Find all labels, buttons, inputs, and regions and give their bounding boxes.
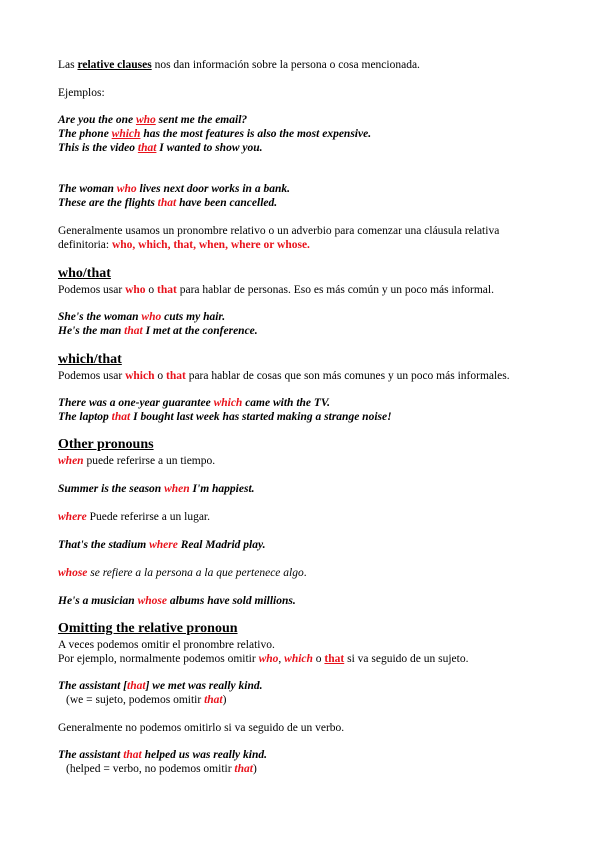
relative-pronoun: who: [116, 183, 137, 195]
relative-pronoun: that: [157, 197, 177, 209]
where-paragraph: where Puede referirse a un lugar.: [58, 511, 211, 523]
intro-text-end: nos dan información sobre la persona o cosa mencionada.: [151, 59, 420, 71]
example-line: These are the flights that have been cancelled.: [58, 197, 278, 209]
example-line: The laptop that I bought last week has started making a strange noise!: [58, 411, 392, 423]
which-that-examples: [58, 396, 392, 424]
heading-omitting: Omitting the relative pronoun: [58, 621, 238, 636]
example-line: He's the man that I met at the conference.: [58, 325, 258, 337]
example-line: This is the video that I wanted to show you.: [58, 142, 263, 154]
example-line: Are you the one who sent me the email?: [58, 114, 248, 126]
relative-pronoun: that: [137, 142, 157, 154]
heading-who-that: who/that: [58, 266, 111, 281]
intro-term: relative clauses: [77, 59, 152, 71]
intro-paragraph: [58, 58, 420, 72]
relative-pronoun: who: [135, 114, 156, 126]
heading-other-pronouns: Other pronouns: [58, 437, 154, 452]
example-line: She's the woman who cuts my hair.: [58, 311, 226, 323]
whose-paragraph: whose se refiere a la persona a la que pertenece algo.: [58, 567, 307, 579]
who-that-paragraph: Podemos usar who o that para hablar de personas. Eso es más común y un poco más informal.: [58, 284, 494, 296]
pronoun-list: who, which, that, when, where or whose.: [111, 239, 310, 251]
example-line: The phone which has the most features is also the most expensive.: [58, 128, 372, 140]
intro-text: Las: [58, 59, 78, 71]
omitting-note-2: (helped = verbo, no podemos omitir that): [66, 763, 257, 775]
when-paragraph: when puede referirse a un tiempo.: [58, 455, 216, 467]
where-example: That's the stadium where Real Madrid play.: [58, 539, 266, 551]
examples-group-1: [58, 113, 371, 155]
omitting-note-1: (we = sujeto, podemos omitir that): [66, 694, 227, 706]
omitting-line-3: Generalmente no podemos omitirlo si va seguido de un verbo.: [58, 722, 345, 734]
who-that-examples: [58, 310, 258, 338]
which-that-paragraph: Podemos usar which o that para hablar de cosas que son más comunes y un poco más informales.: [58, 370, 510, 382]
examples-group-2: [58, 182, 290, 210]
omitting-line-2: Por ejemplo, normalmente podemos omitir who, which o that si va seguido de un sujeto.: [58, 653, 469, 665]
example-line: The woman who lives next door works in a bank.: [58, 183, 290, 195]
ejemplos-label: Ejemplos:: [58, 87, 105, 99]
relative-pronoun: which: [111, 128, 141, 140]
general-paragraph: Generalmente usamos un pronombre relativo o un adverbio para comenzar una cláusula relativa definitoria: who, which, that, when, where or whose.: [58, 225, 500, 251]
heading-which-that: which/that: [58, 352, 122, 367]
omitting-example-2: The assistant that helped us was really kind.: [58, 749, 267, 761]
when-example: Summer is the season when I'm happiest.: [58, 483, 255, 495]
omitting-line-1: A veces podemos omitir el pronombre relativo.: [58, 639, 275, 651]
whose-example: He's a musician whose albums have sold millions.: [58, 595, 296, 607]
example-line: There was a one-year guarantee which came with the TV.: [58, 397, 330, 409]
omitting-example-1: The assistant [that] we met was really kind.: [58, 680, 263, 692]
